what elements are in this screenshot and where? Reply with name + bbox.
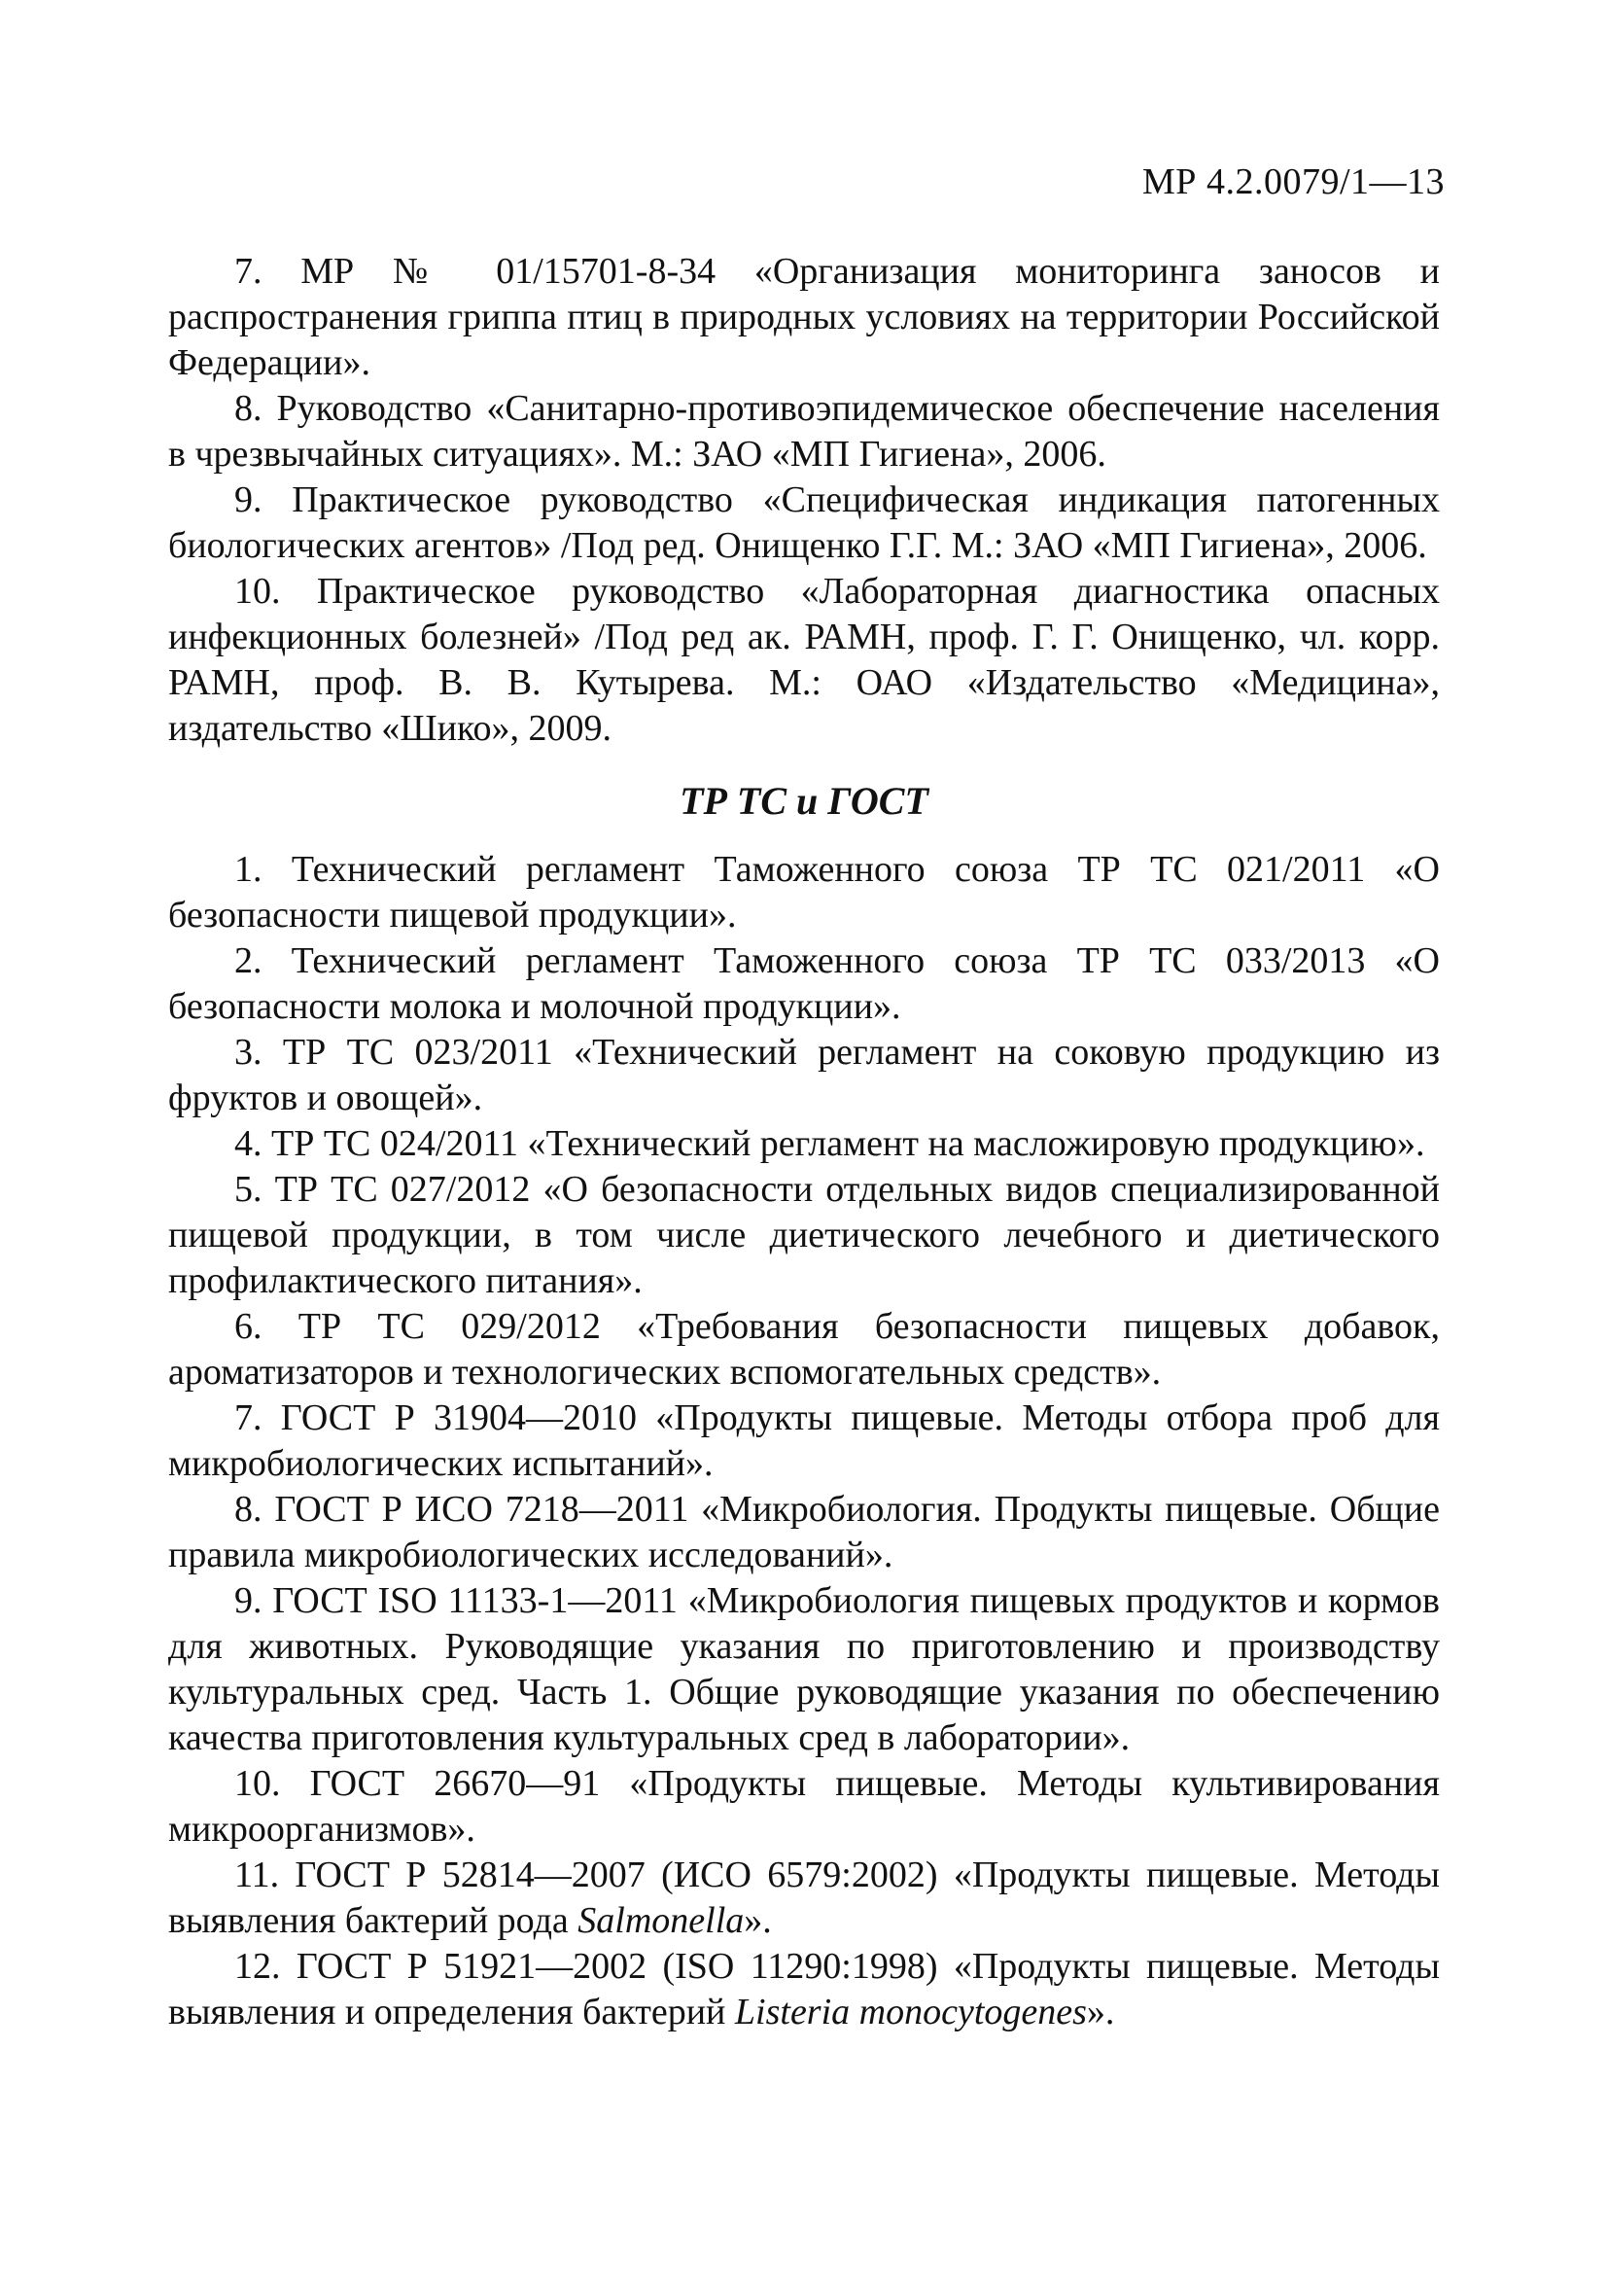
standard-item-12 [168,1944,1440,2035]
standard-item-11-italic: Salmonella [577,1900,745,1941]
page-header-doc-code: МР 4.2.0079/1—13 [1142,161,1445,202]
literature-item-8: 8. Руководство «Санитарно-противоэпидемическое обеспечение населения в чрезвычайных ситуациях». М.: ЗАО «МП Гигиена», 2006. [168,388,1440,475]
literature-item-7: 7. МР № 01/15701-8-34 «Организация мониторинга заносов и распространения гриппа птиц в природных условиях на территории Российской Федерации». [168,251,1440,383]
standard-item-3: 3. ТР ТС 023/2011 «Технический регламент на соковую продукцию из фруктов и овощей». [168,1032,1440,1118]
literature-item-9: 9. Практическое руководство «Специфическая индикация патогенных биологических агентов» /Под ред. Онищенко Г.Г. М.: ЗАО «МП Гигиена», 2006. [168,479,1440,566]
standard-item-9: 9. ГОСТ ISO 11133-1—2011 «Микробиология пищевых продуктов и кормов для животных. Руководящие указания по приготовлению и производству культуральных сред. Часть 1. Общие руководящие указания по обеспечению качества приготовления культуральных сред в лаборатории». [168,1580,1440,1758]
standard-item-11-text: 11. ГОСТ Р 52814—2007 (ИСО 6579:2002) «Продукты пищевые. Методы выявления бактерий рода [168,1854,1440,1941]
section-title: ТР ТС и ГОСТ [680,779,928,823]
standard-item-6: 6. ТР ТС 029/2012 «Требования безопасности пищевых добавок, ароматизаторов и технологических вспомогательных средств». [168,1306,1440,1393]
standard-item-1: 1. Технический регламент Таможенного союза ТР ТС 021/2011 «О безопасности пищевой продукции». [168,849,1440,936]
standard-item-2: 2. Технический регламент Таможенного союза ТР ТС 033/2013 «О безопасности молока и молочной продукции». [168,940,1440,1027]
standard-item-12-text: 12. ГОСТ Р 51921—2002 (ISO 11290:1998) «Продукты пищевые. Методы выявления и определения бактерий [168,1946,1440,2032]
literature-item-10: 10. Практическое руководство «Лабораторная диагностика опасных инфекционных болезней» /Под ред ак. РАМН, проф. Г. Г. Онищенко, чл. корр. РАМН, проф. В. В. Кутырева. М.: ОАО «Издательство «Медицина», издательство «Шико», 2009. [168,571,1440,749]
standard-item-11-tail: ». [744,1900,772,1941]
document-body [168,249,1440,2035]
standard-item-7: 7. ГОСТ Р 31904—2010 «Продукты пищевые. Методы отбора проб для микробиологических испытаний». [168,1397,1440,1484]
standard-item-12-tail: ». [1086,1992,1115,2032]
standard-item-10: 10. ГОСТ 26670—91 «Продукты пищевые. Методы культивирования микроорганизмов». [168,1763,1440,1850]
standard-item-11 [168,1853,1440,1944]
standard-item-8: 8. ГОСТ Р ИСО 7218—2011 «Микробиология. Продукты пищевые. Общие правила микробиологических исследований». [168,1489,1440,1575]
standard-item-5: 5. ТР ТС 027/2012 «О безопасности отдельных видов специализированной пищевой продукции, в том числе диетического лечебного и диетического профилактического питания». [168,1169,1440,1301]
standard-item-12-italic: Listeria monocytogenes [734,1992,1087,2032]
standard-item-4: 4. ТР ТС 024/2011 «Технический регламент на масложировую продукцию». [234,1123,1425,1164]
